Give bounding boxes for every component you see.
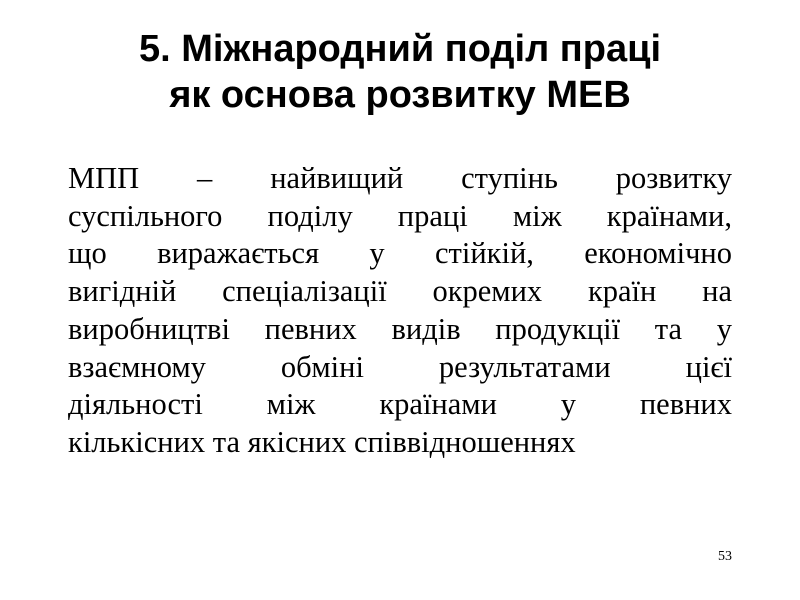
paragraph-line: МПП – найвищий ступінь розвитку (68, 161, 732, 195)
paragraph-line: взаємному обміні результатами цієї (68, 349, 732, 384)
paragraph-line: вигідній спеціалізації окремих країн на (68, 274, 732, 309)
slide-title-line-1: 5. Міжнародний поділ праці (138, 28, 662, 70)
paragraph-line: діяльності між країнами у певних (68, 387, 732, 422)
definition-paragraph (68, 160, 732, 462)
paragraph-line: що виражається у стійкій, економічно (68, 236, 732, 271)
paragraph-line: кількісних та якісних співвідношеннях (68, 424, 576, 459)
slide-title (40, 26, 760, 118)
slide-title-line-2: як основа розвитку МЕВ (169, 74, 631, 116)
paragraph-line: виробництві певних видів продукції та у (68, 311, 732, 346)
page-number: 53 (718, 549, 732, 564)
paragraph-line: суспільного поділу праці між країнами, (68, 198, 732, 233)
